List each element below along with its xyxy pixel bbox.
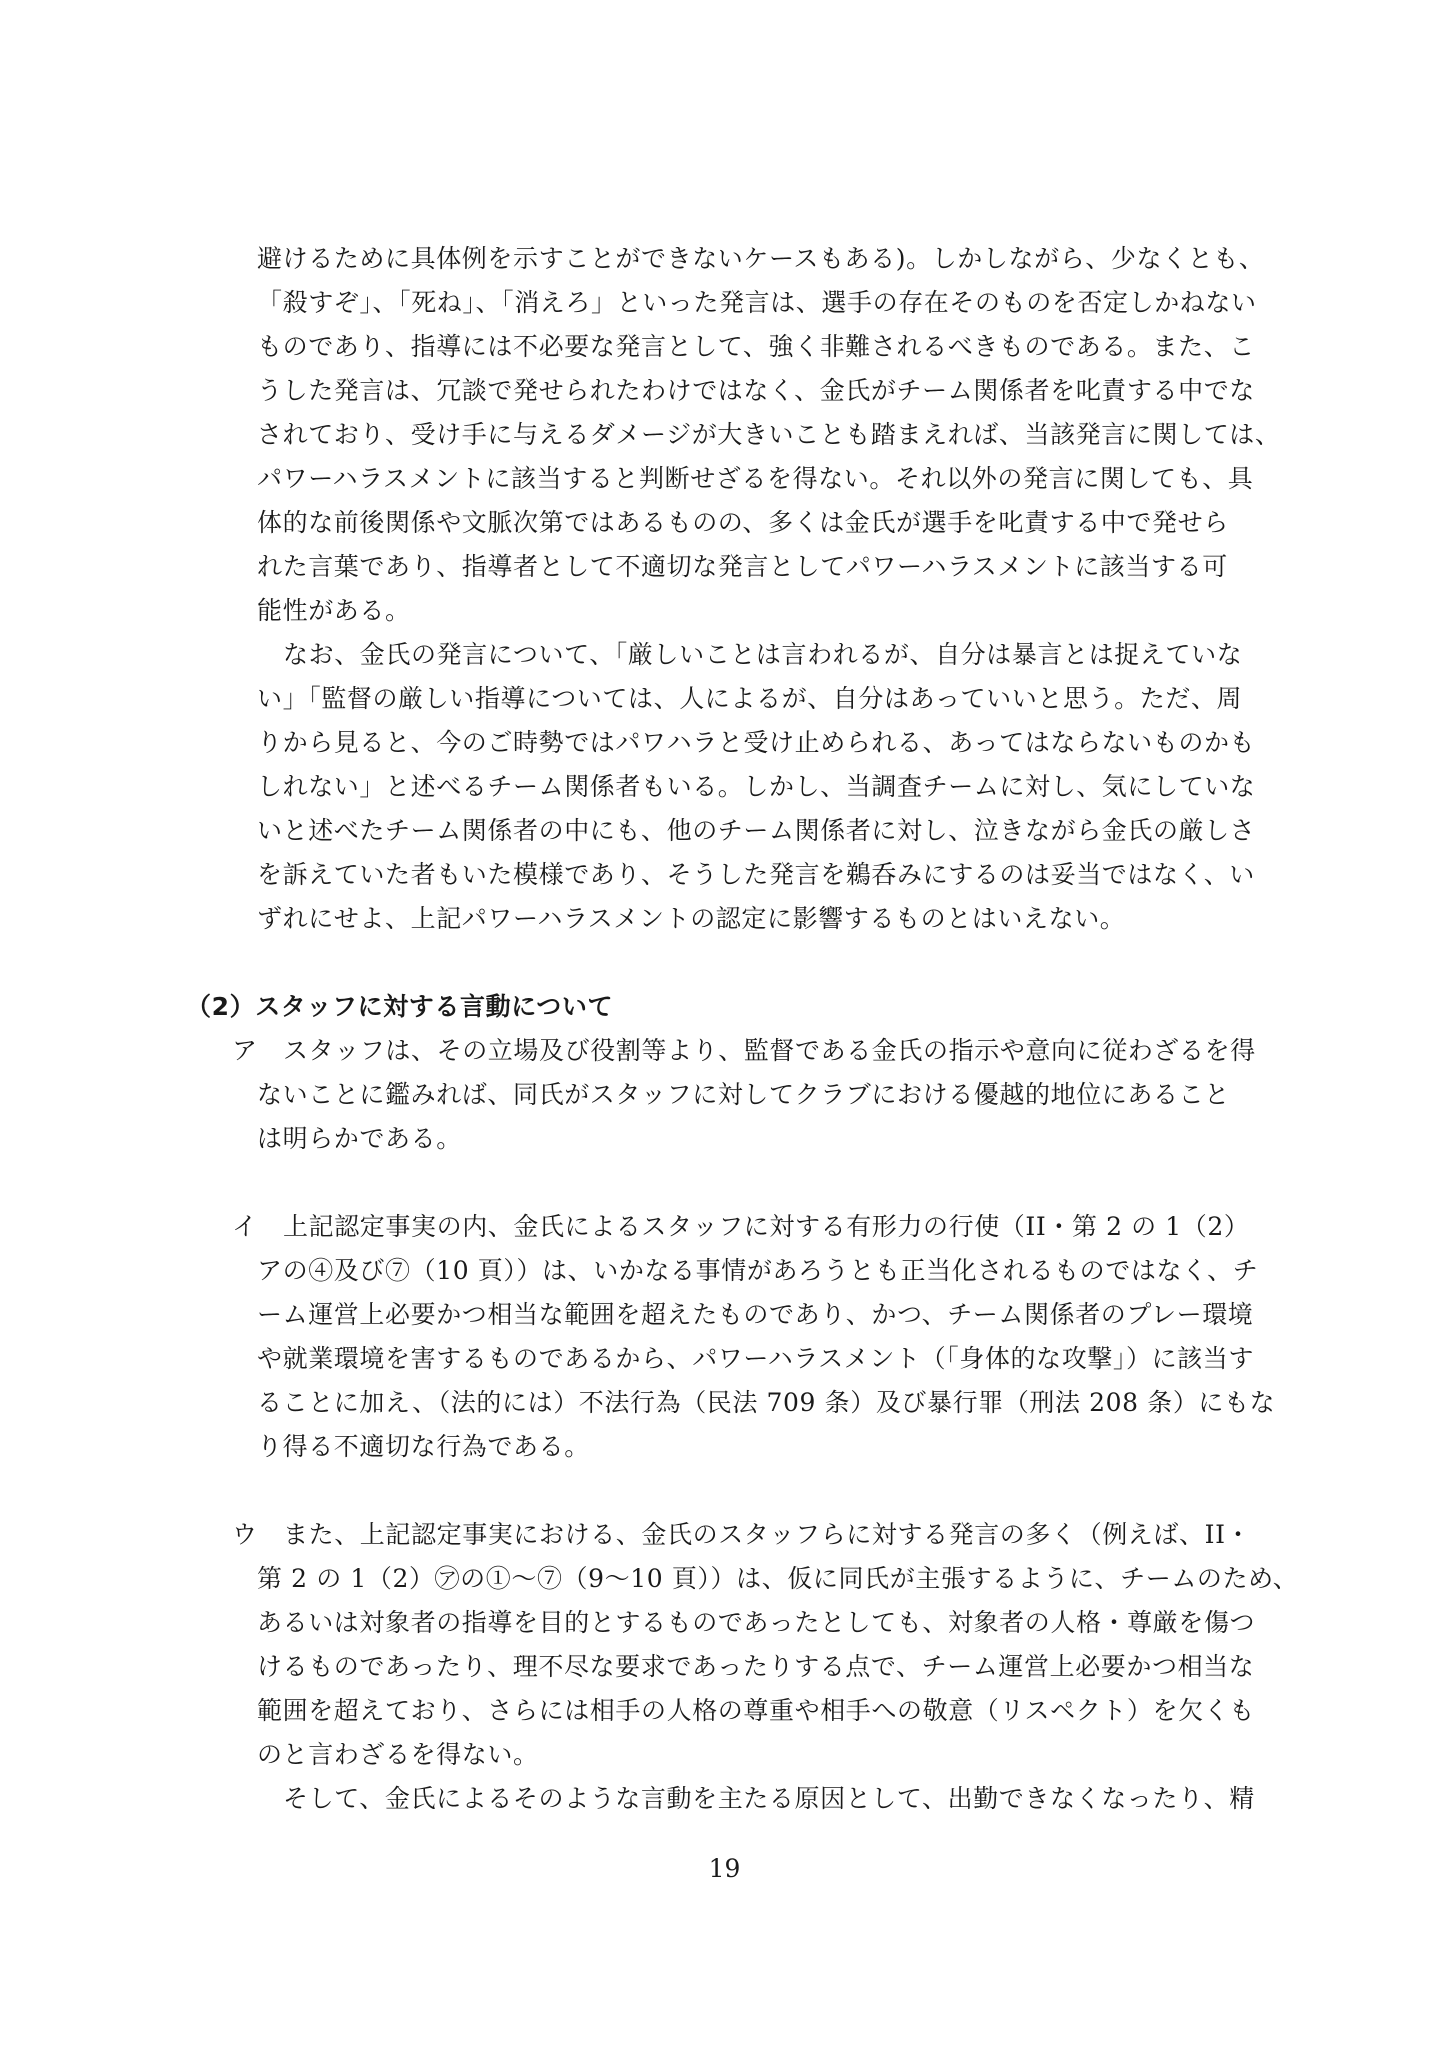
- paragraph-1-line-7: 体的な前後関係や文脈次第ではあるものの、多くは金氏が選手を叱責する中で発せら: [257, 508, 1229, 537]
- item-u-line-2: 第 2 の 1（2）㋐の①～⑦（9～10 頁））は、仮に同氏が主張するように、チームのため、: [257, 1564, 1299, 1593]
- paragraph-1-line-1: 避けるために具体例を示すことができないケースもある)。しかしながら、少なくとも、: [257, 244, 1265, 273]
- item-i-line-3: ーム運営上必要かつ相当な範囲を超えたものであり、かつ、チーム関係者のプレー環境: [257, 1300, 1254, 1329]
- page-number: 19: [708, 1854, 741, 1883]
- item-u-line-1: また、上記認定事実における、金氏のスタッフらに対する発言の多く（例えば、II・: [283, 1520, 1252, 1549]
- paragraph-1-line-3: ものであり、指導には不必要な発言として、強く非難されるべきものである。また、こ: [257, 332, 1255, 361]
- item-u-line-4: けるものであったり、理不尽な要求であったりする点で、チーム運営上必要かつ相当な: [257, 1652, 1255, 1681]
- item-u-line-5: 範囲を超えており、さらには相手の人格の尊重や相手への敬意（リスペクト）を欠くも: [257, 1696, 1255, 1725]
- item-i-line-5: ることに加え、（法的には）不法行為（民法 709 条）及び暴行罪（刑法 208 条）にもな: [257, 1388, 1276, 1417]
- item-i-line-1: 上記認定事実の内、金氏によるスタッフに対する有形力の行使（II・第 2 の 1（2）: [283, 1212, 1250, 1241]
- paragraph-2-line-5: いと述べたチーム関係者の中にも、他のチーム関係者に対し、泣きながら金氏の厳しさ: [257, 816, 1256, 845]
- paragraph-final-line-1: そして、金氏によるそのような言動を主たる原因として、出勤できなくなったり、精: [283, 1784, 1255, 1813]
- item-i-marker: イ: [232, 1212, 258, 1241]
- paragraph-1-line-5: されており、受け手に与えるダメージが大きいことも踏まえれば、当該発言に関しては、: [257, 420, 1281, 449]
- paragraph-1-line-9: 能性がある。: [257, 596, 411, 625]
- paragraph-2-line-3: りから見ると、今のご時勢ではパワハラと受け止められる、あってはならないものかも: [257, 728, 1256, 757]
- item-u-marker: ウ: [232, 1520, 258, 1549]
- paragraph-1-line-2: 「殺すぞ」、「死ね」、「消えろ」といった発言は、選手の存在そのものを否定しかねない: [257, 288, 1257, 317]
- paragraph-1-line-6: パワーハラスメントに該当すると判断せざるを得ない。それ以外の発言に関しても、具: [257, 464, 1254, 493]
- item-a-marker: ア: [232, 1036, 258, 1065]
- item-i-line-2: アの④及び⑦（10 頁））は、いかなる事情があろうとも正当化されるものではなく、チ: [257, 1256, 1259, 1285]
- paragraph-2-line-2: い」「監督の厳しい指導については、人によるが、自分はあっていいと思う。ただ、周: [257, 684, 1243, 713]
- item-a-line-3: は明らかである。: [257, 1124, 462, 1153]
- item-i-line-4: や就業環境を害するものであるから、パワーハラスメント（「身体的な攻撃」）に該当す: [257, 1344, 1255, 1373]
- paragraph-2-line-7: ずれにせよ、上記パワーハラスメントの認定に影響するものとはいえない。: [257, 904, 1126, 933]
- item-u-line-3: あるいは対象者の指導を目的とするものであったとしても、対象者の人格・尊厳を傷つ: [257, 1608, 1256, 1637]
- paragraph-2-line-6: を訴えていた者もいた模様であり、そうした発言を鵜呑みにするのは妥当ではなく、い: [257, 860, 1255, 889]
- section-heading: （2）スタッフに対する言動について: [186, 992, 614, 1021]
- item-i-line-6: り得る不適切な行為である。: [257, 1432, 590, 1461]
- paragraph-2-line-1: なお、金氏の発言について、「厳しいことは言われるが、自分は暴言とは捉えていな: [283, 640, 1243, 669]
- paragraph-1-line-4: うした発言は、冗談で発せられたわけではなく、金氏がチーム関係者を叱責する中でな: [257, 376, 1255, 405]
- paragraph-1-line-8: れた言葉であり、指導者として不適切な発言としてパワーハラスメントに該当する可: [257, 552, 1228, 581]
- item-a-line-1: スタッフは、その立場及び役割等より、監督である金氏の指示や意向に従わざるを得: [283, 1036, 1256, 1065]
- item-u-line-6: のと言わざるを得ない。: [257, 1740, 539, 1769]
- paragraph-2-line-4: しれない」と述べるチーム関係者もいる。しかし、当調査チームに対し、気にしていな: [257, 772, 1256, 801]
- item-a-line-2: ないことに鑑みれば、同氏がスタッフに対してクラブにおける優越的地位にあること: [257, 1080, 1230, 1109]
